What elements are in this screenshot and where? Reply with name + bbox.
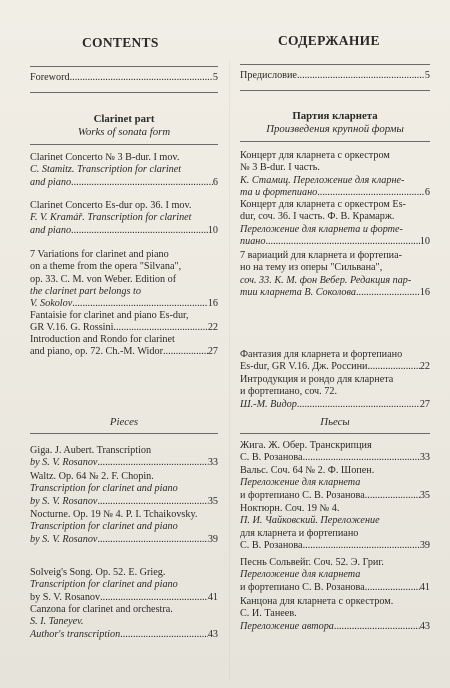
entry-title: Предисловие [240, 70, 297, 81]
page-number: 35 [419, 489, 430, 501]
entry-line: Вальс. Соч. 64 № 2. Ф. Шопен. [240, 465, 375, 476]
entry-title: Ш.-М. Видор [240, 398, 297, 410]
entry-line: Waltz. Op. 64 № 2. F. Chopin. [30, 471, 154, 482]
entry-line: П. И. Чайковский. Переложение [240, 515, 380, 527]
entry-line: Интродукция и рондо для кларнета [240, 374, 394, 385]
toc-entry[interactable] [30, 604, 218, 641]
entry-title: GR V.16. G. Rossini [30, 322, 114, 334]
toc-line [30, 177, 218, 189]
entry-line: и фортепиано, соч. 72. [240, 386, 337, 398]
rule-section [30, 144, 218, 145]
section-title-pieces: Пьесы [320, 416, 350, 428]
toc-entry[interactable] [240, 557, 430, 594]
leader-dots [297, 70, 425, 82]
toc-entry[interactable] [240, 596, 430, 633]
toc-entry[interactable] [240, 503, 430, 552]
rule-section [240, 141, 430, 142]
leader-dots [72, 298, 208, 310]
entry-title: and piano [30, 176, 72, 188]
toc-line [240, 361, 430, 373]
page-number: 5 [424, 70, 430, 81]
section-title-clarinet-part: Clarinet part [93, 113, 155, 125]
entry-line: Canzona for clarinet and orchestra. [30, 604, 173, 615]
leader-dots [365, 582, 420, 594]
toc-line [240, 70, 430, 82]
toc-entry[interactable] [240, 250, 430, 299]
toc-line [30, 346, 218, 358]
toc-line [240, 236, 430, 248]
toc-line [30, 322, 218, 334]
toc-entry[interactable] [240, 150, 430, 199]
entry-line: для кларнета и фортепиано [240, 527, 359, 539]
page-number: 22 [419, 361, 430, 373]
toc-line [30, 72, 218, 84]
entry-line: № 3 B-dur. I часть. [240, 162, 320, 174]
entry-line: Transcription for clarinet and piano [30, 579, 178, 591]
entry-title: Es-dur, GR V.16. Дж. Россини [240, 361, 368, 373]
toc-entry[interactable] [240, 199, 430, 248]
entry-title: by S. V. Rosanov [30, 591, 101, 603]
entry-line: Clarinet Concerto № 3 B-dur. I mov. [30, 152, 180, 163]
entry-line: Giga. J. Aubert. Transcription [30, 445, 152, 456]
toc-entry[interactable] [30, 249, 218, 310]
leader-dots [163, 346, 208, 358]
leader-dots [317, 187, 425, 199]
entry-line: К. Стамиц. Переложение для кларне- [240, 174, 405, 186]
entry-title: and piano [30, 224, 72, 236]
entry-line: the clarinet part belongs to [30, 285, 141, 297]
section-subtitle: Произведения крупной формы [266, 123, 404, 135]
rule-pieces [30, 433, 218, 434]
entry-line: Фантазия для кларнета и фортепиано [240, 349, 403, 360]
entry-line: Ноктюрн. Соч. 19 № 4. [240, 503, 340, 514]
entry-title: и фортепиано С. В. Розанова [240, 489, 365, 501]
leader-dots [334, 621, 420, 633]
entry-title: тии кларнета В. Соколова [240, 286, 356, 298]
entry-title: Foreword [30, 72, 70, 83]
toc-line [30, 496, 218, 508]
page-number: 6 [424, 186, 430, 198]
page-number: 27 [419, 398, 430, 410]
entry-title: by S. V. Rosanov [30, 457, 98, 469]
entry-line: Introduction and Rondo for clarinet [30, 334, 175, 345]
entry-title: С. В. Розанова [240, 452, 303, 464]
rule-foreword [30, 92, 218, 93]
section-title-pieces: Pieces [109, 416, 139, 428]
toc-entry[interactable] [240, 465, 430, 502]
entry-line: Переложение для кларнета [240, 477, 361, 489]
entry-title: Переложение автора [240, 620, 334, 632]
entry-line: Переложение для кларнета и форте- [240, 223, 403, 235]
leader-dots [97, 457, 207, 469]
leader-dots [303, 540, 420, 552]
leader-dots [71, 177, 213, 189]
toc-entry[interactable] [30, 310, 218, 335]
entry-line: Канцона для кларнета с оркестром. [240, 596, 394, 607]
rule-top [30, 66, 218, 67]
toc-line [240, 540, 430, 552]
entry-line: op. 33. C. M. von Weber. Edition of [30, 273, 177, 285]
leader-dots [367, 361, 419, 373]
page-number: 27 [207, 346, 218, 358]
leader-dots [97, 496, 207, 508]
toc-line [30, 534, 218, 546]
toc-line [240, 490, 430, 502]
leader-dots [113, 322, 207, 334]
column-gutter [229, 60, 230, 680]
entry-line: Песнь Сольвейг. Соч. 52. Э. Григ. [240, 557, 384, 568]
entry-line: Переложение для кларнета [240, 569, 361, 581]
toc-line [240, 287, 430, 299]
entry-line: С. И. Танеев. [240, 608, 297, 620]
toc-entry[interactable] [30, 471, 218, 508]
contents-heading: СОДЕРЖАНИЕ [278, 33, 380, 48]
section-subtitle: Works of sonata form [77, 126, 171, 138]
entry-line: Fantaisie for clarinet and piano Es-dur, [30, 310, 189, 321]
leader-dots [356, 287, 420, 299]
leader-dots [297, 399, 420, 411]
page-number: 39 [207, 533, 218, 545]
leader-dots [71, 225, 208, 237]
entry-line: соч. 33. К. М. фон Вебер. Редакция пар- [240, 274, 412, 286]
page-number: 16 [419, 286, 430, 298]
toc-entry[interactable] [30, 152, 218, 189]
page-number: 5 [212, 72, 218, 83]
entry-title: by S. V. Rosanov [30, 533, 98, 545]
rule-pieces [240, 433, 430, 434]
page-number: 33 [207, 457, 218, 469]
leader-dots [303, 452, 420, 464]
toc-entry[interactable] [30, 509, 218, 546]
entry-line: on a theme from the opera "Silvana", [30, 261, 182, 273]
toc-entry[interactable] [240, 440, 430, 465]
page-number: 43 [207, 628, 218, 640]
entry-line: но на тему из оперы "Сильвана", [240, 262, 383, 274]
toc-entry[interactable] [30, 567, 218, 604]
entry-line: S. I. Taneyev. [30, 616, 84, 628]
section-title-clarinet-part: Партия кларнета [292, 110, 378, 122]
entry-line: Solveig's Song. Op. 52. E. Grieg. [30, 567, 166, 578]
entry-title: by S. V. Rosanov [30, 495, 98, 507]
entry-title: С. В. Розанова [240, 539, 303, 551]
toc-line [30, 298, 218, 310]
entry-title: Author's transcription [30, 628, 121, 640]
page-number: 16 [207, 298, 218, 310]
entry-line: Transcription for clarinet and piano [30, 521, 178, 533]
entry-line: 7 Variations for clarinet and piano [30, 249, 169, 260]
entry-line: 7 вариаций для кларнета и фортепиа- [240, 250, 403, 261]
entry-title: и фортепиано С. В. Розанова [240, 581, 365, 593]
toc-line [30, 629, 218, 641]
toc-entry[interactable] [30, 445, 218, 470]
page-number: 6 [212, 176, 218, 188]
entry-line: Clarinet Concerto Es-dur op. 36. I mov. [30, 200, 192, 211]
entry-title: and piano, op. 72. Ch.-M. Widor [30, 346, 163, 358]
page-number: 10 [419, 235, 430, 247]
toc-line [240, 582, 430, 594]
page-number: 22 [207, 322, 218, 334]
entry-line: Nocturne. Op. 19 № 4. P. I. Tchaikovsky. [30, 509, 198, 520]
toc-line [30, 457, 218, 469]
leader-dots [100, 592, 208, 604]
toc-line [240, 452, 430, 464]
entry-line: dur, соч. 36. I часть. Ф. В. Крамарж. [240, 211, 395, 223]
toc-line [240, 187, 430, 199]
rule-foreword [240, 90, 430, 91]
page-number: 35 [207, 495, 218, 507]
entry-line: Концерт для кларнета с оркестром Es- [240, 199, 406, 210]
entry-title: пиано [240, 235, 266, 247]
entry-line: F. V. Kramář. Transcription for clarinet [30, 212, 192, 224]
entry-title: V. Sokolov [30, 298, 73, 310]
leader-dots [70, 72, 213, 84]
leader-dots [97, 534, 207, 546]
leader-dots [120, 629, 208, 641]
page-number: 39 [419, 539, 430, 551]
page-number: 10 [207, 224, 218, 236]
toc-entry-foreword[interactable] [30, 72, 218, 84]
toc-line [240, 621, 430, 633]
entry-line: Жига. Ж. Обер. Транскрипция [240, 440, 372, 451]
rule-top [240, 64, 430, 65]
toc-entry[interactable] [240, 374, 430, 411]
toc-entry[interactable] [240, 349, 430, 374]
entry-title: та и фортепиано [240, 186, 318, 198]
toc-line [30, 592, 218, 604]
toc-line [240, 399, 430, 411]
toc-line [30, 225, 218, 237]
leader-dots [365, 490, 420, 502]
page-number: 33 [419, 452, 430, 464]
leader-dots [265, 236, 419, 248]
entry-line: Transcription for clarinet and piano [30, 483, 178, 495]
toc-entry[interactable] [30, 200, 218, 237]
entry-line: Концерт для кларнета с оркестром [240, 150, 390, 161]
page-number: 43 [419, 620, 430, 632]
contents-heading: CONTENTS [82, 35, 159, 50]
toc-entry[interactable] [30, 334, 218, 359]
entry-line-authored: C. Stamitz. Transcription for clarinet [30, 164, 182, 176]
toc-entry-foreword[interactable] [240, 70, 430, 82]
page-number: 41 [207, 591, 218, 603]
page-number: 41 [419, 581, 430, 593]
